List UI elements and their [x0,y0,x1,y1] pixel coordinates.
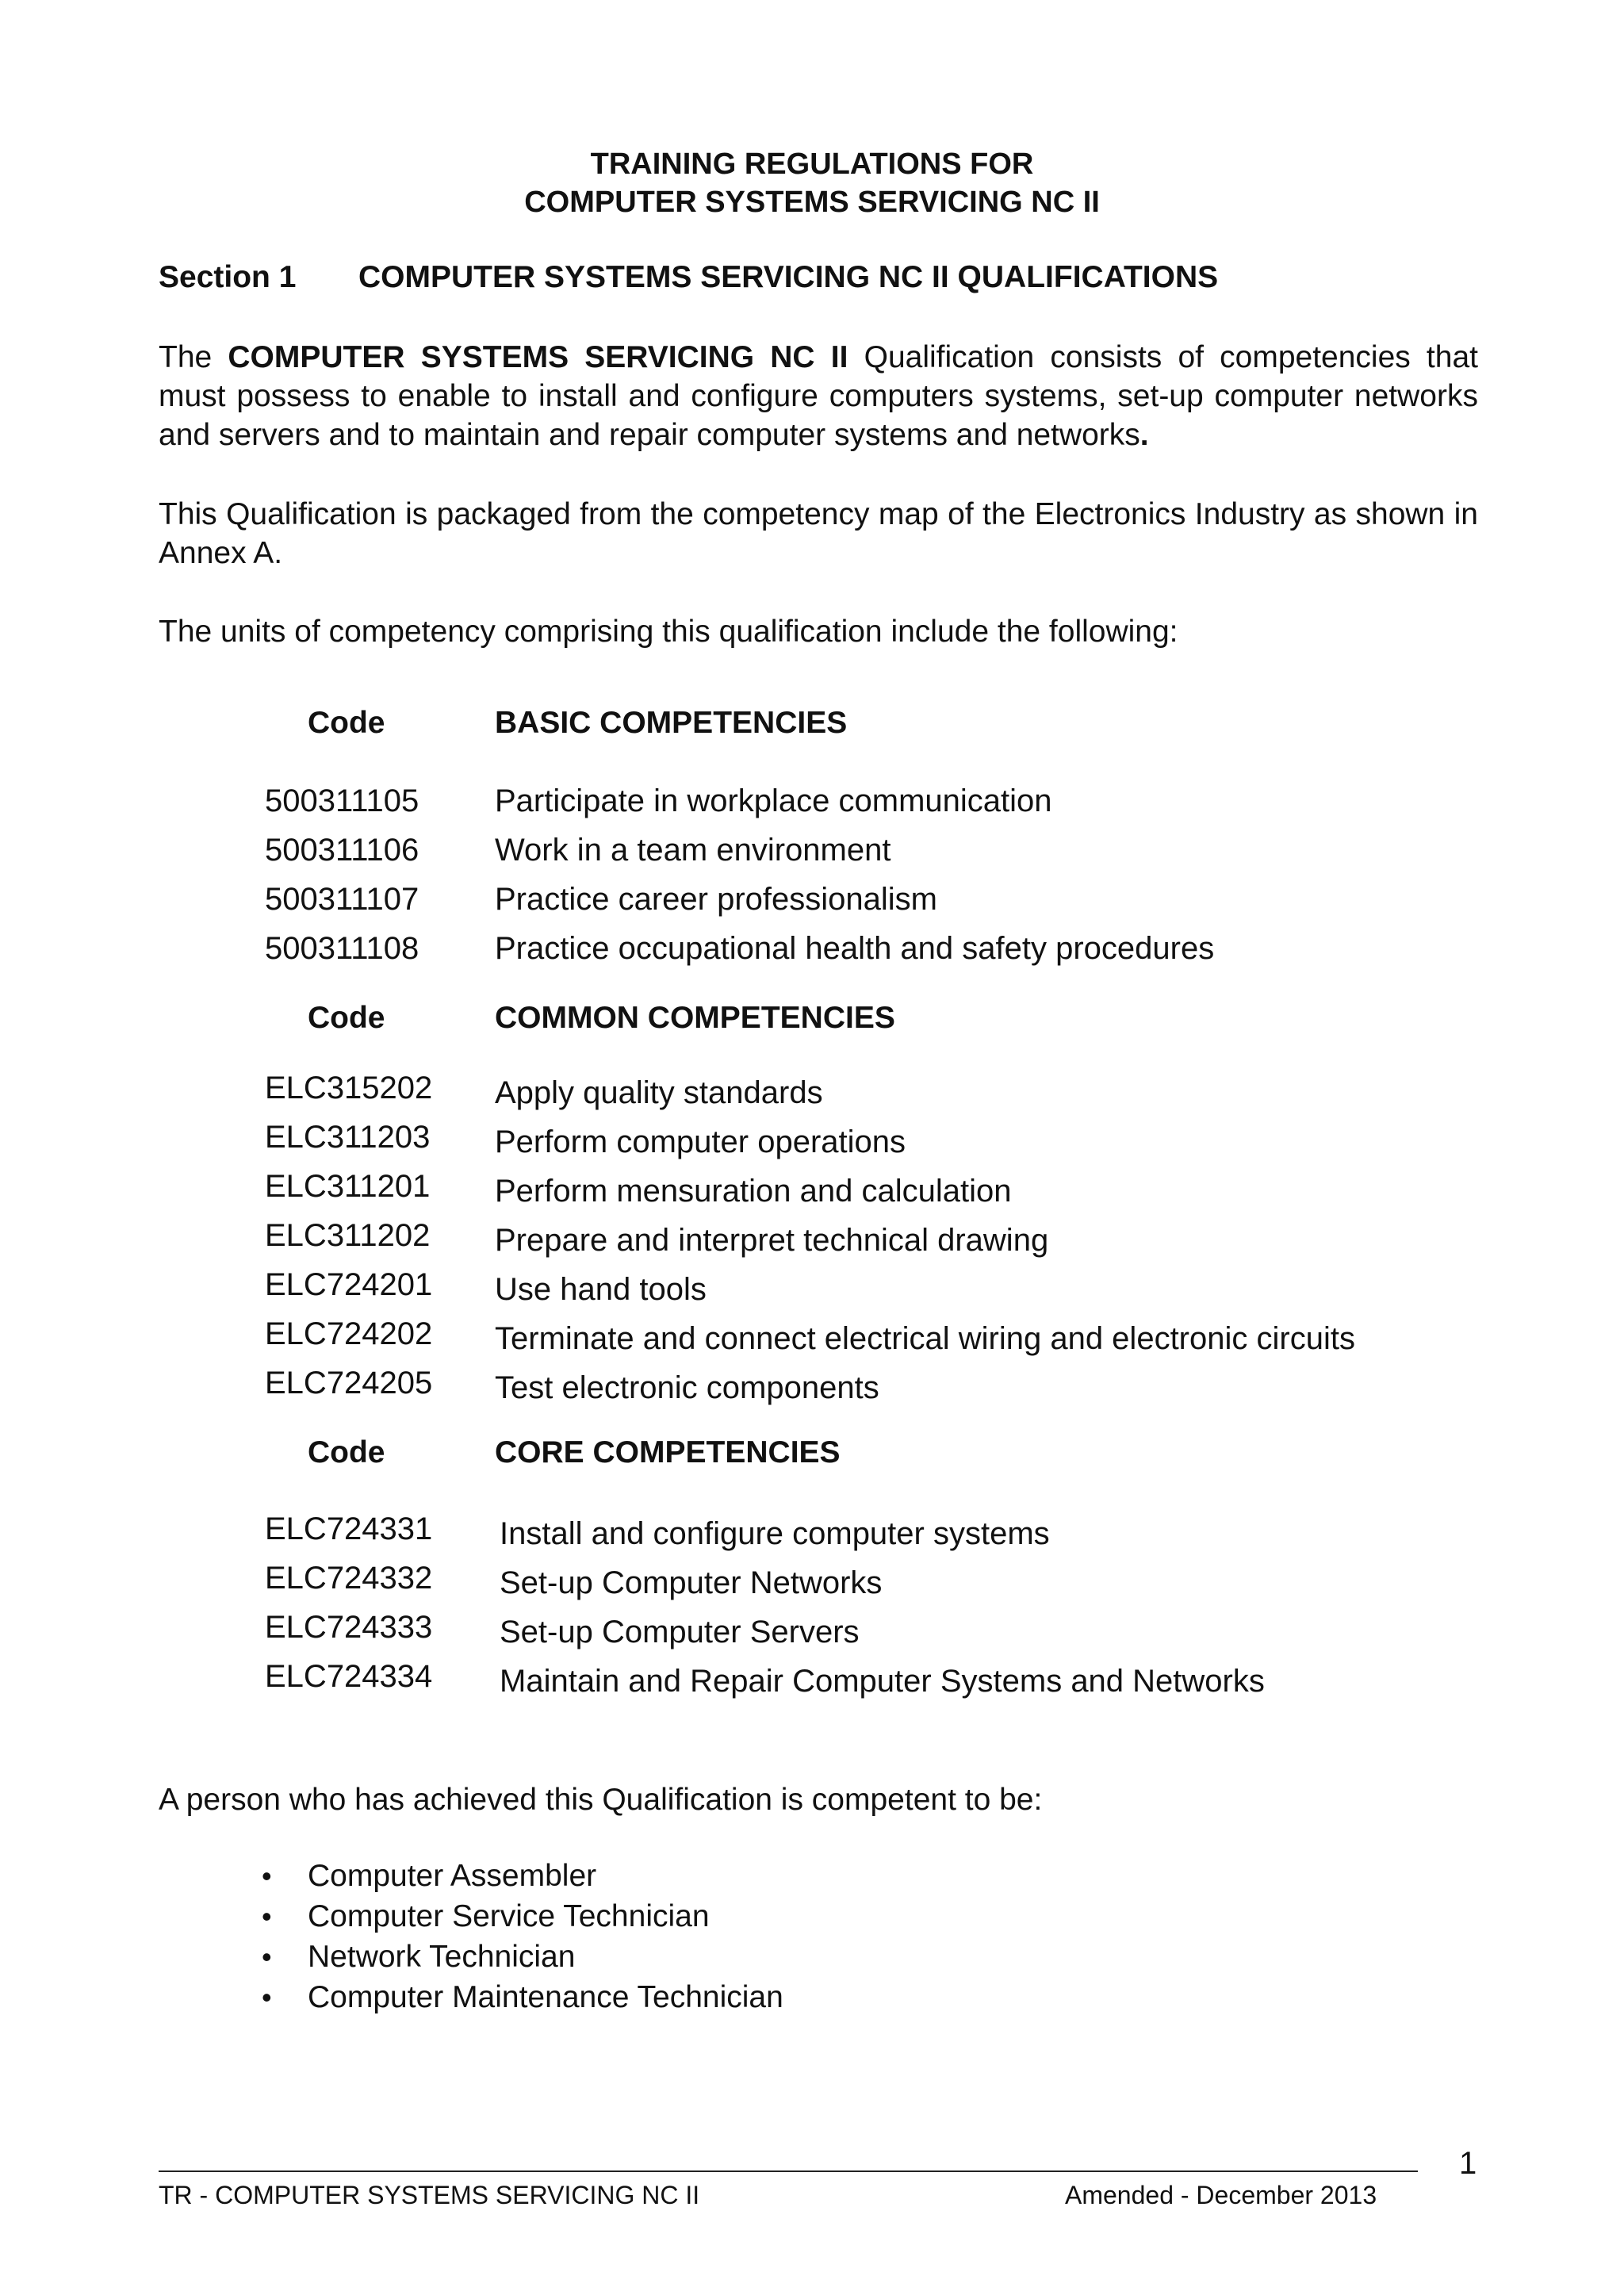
common-unit-title: Prepare and interpret technical drawing [495,1223,1049,1258]
core-code-header: Code [308,1435,385,1469]
intro-qualification-name: COMPUTER SYSTEMS SERVICING NC II [228,340,848,374]
footer-amended-date: Amended - December 2013 [1065,2181,1377,2209]
role-label: Computer Service Technician [308,1899,710,1933]
basic-code: 500311106 [265,833,419,868]
intro-body: Qualification consists of competencies that must possess to enable to install and configure computers systems, set-up computer networks and servers and to maintain and repair computer systems and networks [159,340,1478,452]
common-code: ELC724205 [265,1366,433,1400]
packaging-text: This Qualification is packaged from the competency map of the Electronics Industry as shown in Annex A. [159,497,1478,570]
document-title-line-1: TRAINING REGULATIONS FOR [590,148,1034,181]
core-unit-title: Set-up Computer Servers [500,1615,860,1649]
common-competencies-heading: COMMON COMPETENCIES [495,1001,895,1035]
common-code: ELC311203 [265,1120,431,1155]
common-code: ELC724201 [265,1267,433,1302]
basic-code: 500311107 [265,882,419,917]
units-intro-paragraph [159,612,1478,651]
section-heading: COMPUTER SYSTEMS SERVICING NC II QUALIFICATIONS [358,260,1219,294]
footer-document-name: TR - COMPUTER SYSTEMS SERVICING NC II [159,2181,700,2209]
basic-unit-title: Participate in workplace communication [495,784,1052,818]
common-unit-title: Test electronic components [495,1370,879,1405]
common-code: ELC315202 [265,1071,433,1105]
common-code: ELC311202 [265,1218,431,1253]
common-code-header: Code [308,1001,385,1035]
common-code: ELC311201 [265,1169,431,1204]
intro-paragraph [159,338,1478,454]
basic-unit-title: Practice career professionalism [495,882,937,917]
intro-prefix: The [159,340,213,374]
core-code: ELC724331 [265,1511,433,1546]
role-label: Computer Maintenance Technician [308,1980,783,2014]
common-unit-title: Terminate and connect electrical wiring and electronic circuits [495,1321,1355,1356]
core-competencies-heading: CORE COMPETENCIES [495,1435,841,1469]
core-code: ELC724332 [265,1561,433,1596]
core-code: ELC724334 [265,1659,433,1694]
list-item [262,1856,783,1896]
list-item [262,1977,783,2017]
units-intro-text: The units of competency comprising this qualification include the following: [159,615,1178,649]
core-unit-title: Maintain and Repair Computer Systems and Networks [500,1664,1265,1699]
basic-code: 500311105 [265,784,419,818]
footer-rule [159,2170,1418,2172]
core-code: ELC724333 [265,1610,433,1645]
bullet-icon: • [262,1860,272,1892]
list-item [262,1937,783,1977]
basic-code: 500311108 [265,931,419,966]
common-code: ELC724202 [265,1316,433,1351]
common-unit-title: Perform mensuration and calculation [495,1174,1012,1209]
competent-intro-text: A person who has achieved this Qualification is competent to be: [159,1783,1043,1817]
list-item [262,1896,783,1937]
basic-unit-title: Work in a team environment [495,833,891,868]
basic-unit-title: Practice occupational health and safety procedures [495,931,1215,966]
core-unit-title: Set-up Computer Networks [500,1565,883,1600]
intro-period: . [1139,418,1149,452]
competent-intro-paragraph [159,1780,1478,1819]
document-title-line-2: COMPUTER SYSTEMS SERVICING NC II [524,186,1100,219]
roles-list [262,1856,783,2017]
core-unit-title: Install and configure computer systems [500,1516,1050,1551]
common-unit-title: Perform computer operations [495,1125,906,1159]
section-label: Section 1 [159,260,297,294]
common-unit-title: Use hand tools [495,1272,707,1307]
bullet-icon: • [262,1941,272,1973]
page-number: 1 [1459,2146,1477,2181]
packaging-paragraph [159,495,1478,573]
basic-code-header: Code [308,706,385,740]
bullet-icon: • [262,1981,272,2013]
role-label: Network Technician [308,1940,576,1974]
common-unit-title: Apply quality standards [495,1075,823,1110]
bullet-icon: • [262,1900,272,1933]
role-label: Computer Assembler [308,1859,597,1893]
basic-competencies-heading: BASIC COMPETENCIES [495,706,848,740]
